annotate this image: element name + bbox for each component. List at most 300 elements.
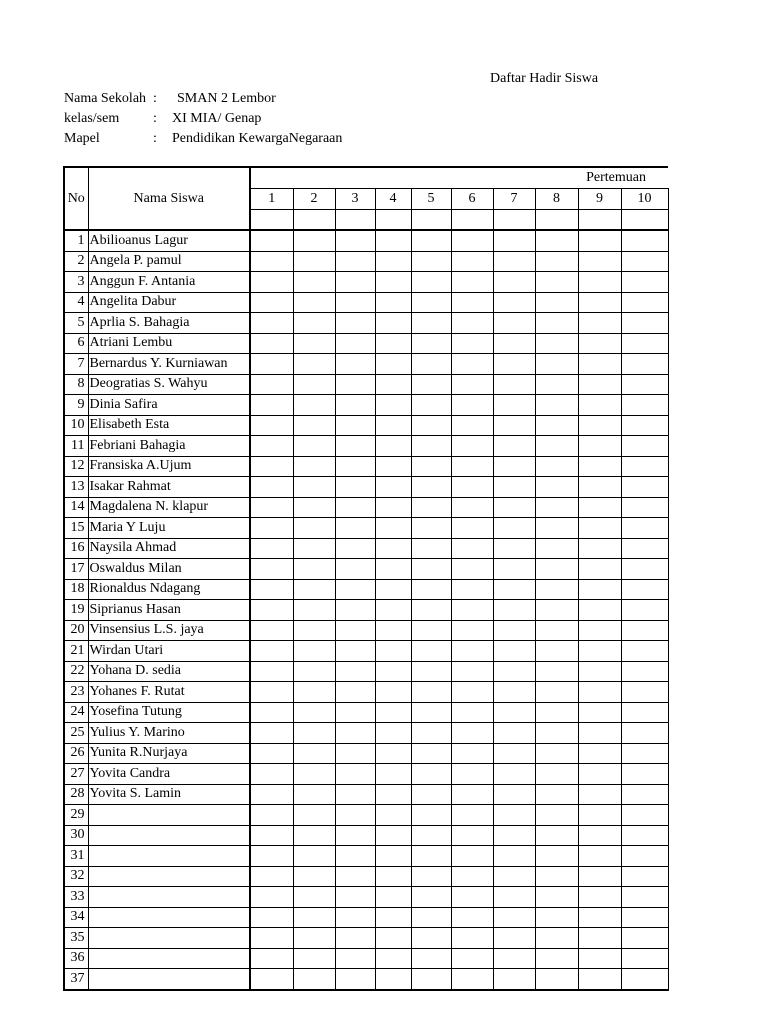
attendance-cell — [621, 866, 668, 887]
meeting-header: 1 — [250, 189, 293, 210]
attendance-cell — [493, 272, 535, 293]
table-row — [64, 415, 668, 436]
attendance-cell — [535, 313, 578, 334]
info-label: kelas/sem — [64, 111, 120, 126]
attendance-cell — [451, 682, 493, 703]
attendance-cell — [535, 579, 578, 600]
attendance-cell — [335, 395, 375, 416]
row-number: 34 — [64, 907, 88, 928]
student-name: Yulius Y. Marino — [88, 723, 250, 744]
table-row — [64, 907, 668, 928]
table-row — [64, 846, 668, 867]
table-row — [64, 518, 668, 539]
table-row — [64, 784, 668, 805]
row-number: 3 — [64, 272, 88, 293]
attendance-cell — [535, 928, 578, 949]
attendance-cell — [335, 866, 375, 887]
table-row — [64, 497, 668, 518]
student-name: Magdalena N. klapur — [88, 497, 250, 518]
attendance-cell — [535, 497, 578, 518]
attendance-cell — [335, 969, 375, 990]
attendance-cell — [335, 805, 375, 826]
attendance-cell — [375, 887, 411, 908]
attendance-cell — [411, 805, 451, 826]
attendance-cell — [578, 764, 621, 785]
student-name: Anggun F. Antania — [88, 272, 250, 293]
table-row — [64, 805, 668, 826]
attendance-cell — [411, 333, 451, 354]
student-name: Yovita S. Lamin — [88, 784, 250, 805]
attendance-cell — [451, 600, 493, 621]
attendance-cell — [493, 395, 535, 416]
attendance-cell — [578, 948, 621, 969]
table-row — [64, 251, 668, 272]
header-blank-cell — [375, 209, 411, 230]
table-row — [64, 354, 668, 375]
attendance-cell — [250, 230, 293, 251]
attendance-cell — [375, 805, 411, 826]
student-name — [88, 887, 250, 908]
attendance-cell — [621, 846, 668, 867]
attendance-cell — [493, 477, 535, 498]
table-row — [64, 682, 668, 703]
attendance-cell — [493, 251, 535, 272]
row-number: 26 — [64, 743, 88, 764]
attendance-cell — [411, 682, 451, 703]
attendance-cell — [535, 907, 578, 928]
column-header-name: Nama Siswa — [88, 167, 250, 230]
attendance-cell — [375, 723, 411, 744]
attendance-cell — [250, 723, 293, 744]
attendance-cell — [375, 313, 411, 334]
attendance-cell — [578, 641, 621, 662]
attendance-cell — [293, 374, 335, 395]
attendance-cell — [621, 559, 668, 580]
meeting-header: 10 — [621, 189, 668, 210]
attendance-cell — [451, 969, 493, 990]
attendance-cell — [250, 887, 293, 908]
attendance-cell — [621, 600, 668, 621]
info-value: SMAN 2 Lembor — [177, 91, 276, 106]
attendance-cell — [411, 907, 451, 928]
attendance-cell — [451, 579, 493, 600]
student-name: Rionaldus Ndagang — [88, 579, 250, 600]
row-number: 33 — [64, 887, 88, 908]
row-number: 4 — [64, 292, 88, 313]
attendance-cell — [293, 395, 335, 416]
attendance-cell — [375, 866, 411, 887]
row-number: 17 — [64, 559, 88, 580]
student-name: Siprianus Hasan — [88, 600, 250, 621]
student-name: Fransiska A.Ujum — [88, 456, 250, 477]
attendance-cell — [335, 477, 375, 498]
attendance-cell — [293, 969, 335, 990]
attendance-cell — [375, 764, 411, 785]
attendance-cell — [578, 846, 621, 867]
attendance-cell — [250, 456, 293, 477]
info-label: Mapel — [64, 131, 100, 146]
attendance-cell — [621, 395, 668, 416]
attendance-cell — [250, 825, 293, 846]
attendance-cell — [578, 723, 621, 744]
student-name: Febriani Bahagia — [88, 436, 250, 457]
attendance-cell — [621, 292, 668, 313]
attendance-cell — [293, 538, 335, 559]
row-number: 24 — [64, 702, 88, 723]
attendance-cell — [621, 497, 668, 518]
attendance-cell — [578, 559, 621, 580]
row-number: 5 — [64, 313, 88, 334]
attendance-cell — [293, 559, 335, 580]
student-name — [88, 805, 250, 826]
attendance-cell — [250, 497, 293, 518]
attendance-cell — [411, 415, 451, 436]
attendance-cell — [621, 784, 668, 805]
attendance-cell — [375, 497, 411, 518]
attendance-cell — [293, 764, 335, 785]
attendance-cell — [293, 415, 335, 436]
attendance-cell — [411, 497, 451, 518]
attendance-cell — [578, 374, 621, 395]
attendance-cell — [250, 907, 293, 928]
student-name: Yunita R.Nurjaya — [88, 743, 250, 764]
header-blank-cell — [250, 209, 293, 230]
info-value: Pendidikan KewargaNegaraan — [172, 131, 343, 146]
attendance-cell — [451, 620, 493, 641]
attendance-cell — [250, 620, 293, 641]
student-name: Wirdan Utari — [88, 641, 250, 662]
attendance-cell — [335, 272, 375, 293]
attendance-cell — [335, 436, 375, 457]
attendance-cell — [493, 559, 535, 580]
student-name — [88, 825, 250, 846]
attendance-table — [63, 166, 669, 991]
attendance-cell — [578, 969, 621, 990]
attendance-cell — [535, 230, 578, 251]
attendance-cell — [493, 764, 535, 785]
attendance-cell — [451, 702, 493, 723]
attendance-cell — [293, 600, 335, 621]
attendance-cell — [621, 702, 668, 723]
attendance-cell — [335, 497, 375, 518]
student-name — [88, 846, 250, 867]
student-name: Bernardus Y. Kurniawan — [88, 354, 250, 375]
attendance-cell — [293, 251, 335, 272]
meeting-header: 3 — [335, 189, 375, 210]
attendance-cell — [335, 579, 375, 600]
table-row — [64, 928, 668, 949]
attendance-cell — [375, 743, 411, 764]
attendance-cell — [493, 866, 535, 887]
attendance-cell — [250, 682, 293, 703]
attendance-cell — [411, 313, 451, 334]
attendance-cell — [335, 764, 375, 785]
attendance-cell — [335, 620, 375, 641]
attendance-cell — [250, 846, 293, 867]
attendance-cell — [451, 723, 493, 744]
row-number: 8 — [64, 374, 88, 395]
attendance-cell — [335, 230, 375, 251]
attendance-cell — [451, 333, 493, 354]
attendance-cell — [621, 518, 668, 539]
attendance-cell — [493, 969, 535, 990]
attendance-cell — [293, 292, 335, 313]
attendance-cell — [411, 292, 451, 313]
attendance-cell — [493, 846, 535, 867]
table-row — [64, 641, 668, 662]
attendance-cell — [451, 395, 493, 416]
attendance-cell — [335, 641, 375, 662]
attendance-cell — [451, 251, 493, 272]
attendance-cell — [535, 743, 578, 764]
attendance-cell — [451, 907, 493, 928]
attendance-cell — [621, 313, 668, 334]
attendance-cell — [411, 620, 451, 641]
attendance-cell — [293, 907, 335, 928]
attendance-cell — [621, 251, 668, 272]
attendance-cell — [411, 600, 451, 621]
attendance-cell — [451, 743, 493, 764]
attendance-cell — [535, 272, 578, 293]
attendance-cell — [451, 374, 493, 395]
attendance-cell — [411, 969, 451, 990]
attendance-cell — [493, 456, 535, 477]
attendance-cell — [535, 846, 578, 867]
attendance-cell — [451, 825, 493, 846]
attendance-cell — [250, 866, 293, 887]
attendance-cell — [411, 374, 451, 395]
attendance-cell — [375, 251, 411, 272]
attendance-cell — [335, 333, 375, 354]
attendance-cell — [451, 887, 493, 908]
attendance-cell — [578, 456, 621, 477]
attendance-cell — [411, 661, 451, 682]
table-row — [64, 600, 668, 621]
attendance-cell — [578, 230, 621, 251]
row-number: 20 — [64, 620, 88, 641]
attendance-cell — [335, 518, 375, 539]
table-row — [64, 477, 668, 498]
attendance-cell — [621, 415, 668, 436]
student-name: Angela P. pamul — [88, 251, 250, 272]
attendance-cell — [411, 436, 451, 457]
attendance-cell — [578, 620, 621, 641]
attendance-cell — [451, 313, 493, 334]
attendance-cell — [578, 907, 621, 928]
attendance-cell — [293, 825, 335, 846]
attendance-cell — [293, 846, 335, 867]
attendance-cell — [375, 928, 411, 949]
table-row — [64, 230, 668, 251]
row-number: 22 — [64, 661, 88, 682]
attendance-cell — [335, 354, 375, 375]
row-number: 30 — [64, 825, 88, 846]
attendance-cell — [493, 784, 535, 805]
table-row — [64, 333, 668, 354]
table-row — [64, 702, 668, 723]
attendance-cell — [375, 395, 411, 416]
row-number: 25 — [64, 723, 88, 744]
attendance-cell — [411, 846, 451, 867]
attendance-cell — [578, 395, 621, 416]
attendance-cell — [578, 682, 621, 703]
attendance-cell — [411, 743, 451, 764]
table-row — [64, 866, 668, 887]
attendance-cell — [535, 333, 578, 354]
table-row — [64, 374, 668, 395]
attendance-cell — [535, 374, 578, 395]
row-number: 11 — [64, 436, 88, 457]
attendance-cell — [578, 743, 621, 764]
attendance-cell — [621, 641, 668, 662]
attendance-cell — [451, 784, 493, 805]
attendance-cell — [250, 333, 293, 354]
attendance-cell — [451, 415, 493, 436]
attendance-cell — [293, 436, 335, 457]
attendance-cell — [335, 887, 375, 908]
info-separator: : — [153, 131, 157, 146]
attendance-cell — [375, 456, 411, 477]
attendance-cell — [451, 928, 493, 949]
attendance-cell — [375, 333, 411, 354]
attendance-cell — [375, 620, 411, 641]
attendance-cell — [493, 415, 535, 436]
attendance-cell — [493, 497, 535, 518]
attendance-cell — [493, 723, 535, 744]
row-number: 13 — [64, 477, 88, 498]
row-number: 27 — [64, 764, 88, 785]
attendance-cell — [411, 723, 451, 744]
attendance-cell — [375, 641, 411, 662]
attendance-cell — [375, 600, 411, 621]
info-separator: : — [153, 91, 157, 106]
attendance-cell — [250, 928, 293, 949]
attendance-cell — [493, 620, 535, 641]
attendance-cell — [621, 928, 668, 949]
attendance-cell — [535, 723, 578, 744]
attendance-cell — [621, 743, 668, 764]
meeting-header: 6 — [451, 189, 493, 210]
attendance-cell — [411, 354, 451, 375]
student-name: Atriani Lembu — [88, 333, 250, 354]
attendance-cell — [535, 948, 578, 969]
attendance-cell — [411, 928, 451, 949]
attendance-cell — [250, 641, 293, 662]
attendance-cell — [250, 661, 293, 682]
attendance-cell — [411, 702, 451, 723]
student-name: Isakar Rahmat — [88, 477, 250, 498]
attendance-cell — [535, 559, 578, 580]
attendance-cell — [250, 559, 293, 580]
attendance-cell — [578, 866, 621, 887]
attendance-cell — [335, 559, 375, 580]
attendance-cell — [250, 948, 293, 969]
student-name: Maria Y Luju — [88, 518, 250, 539]
attendance-cell — [621, 456, 668, 477]
attendance-cell — [493, 682, 535, 703]
attendance-cell — [621, 230, 668, 251]
student-name: Yosefina Tutung — [88, 702, 250, 723]
attendance-cell — [451, 518, 493, 539]
attendance-cell — [335, 948, 375, 969]
student-name — [88, 866, 250, 887]
attendance-cell — [335, 846, 375, 867]
attendance-cell — [493, 825, 535, 846]
attendance-cell — [411, 518, 451, 539]
attendance-cell — [335, 292, 375, 313]
attendance-cell — [335, 784, 375, 805]
row-number: 14 — [64, 497, 88, 518]
attendance-cell — [293, 456, 335, 477]
attendance-cell — [578, 497, 621, 518]
table-row — [64, 948, 668, 969]
attendance-cell — [250, 395, 293, 416]
attendance-cell — [535, 354, 578, 375]
student-name: Abilioanus Lagur — [88, 230, 250, 251]
attendance-cell — [493, 230, 535, 251]
column-header-no: No — [64, 167, 88, 230]
row-number: 19 — [64, 600, 88, 621]
attendance-cell — [493, 887, 535, 908]
table-row — [64, 313, 668, 334]
attendance-cell — [293, 579, 335, 600]
attendance-cell — [451, 661, 493, 682]
attendance-cell — [535, 518, 578, 539]
attendance-cell — [493, 641, 535, 662]
attendance-cell — [335, 661, 375, 682]
attendance-cell — [375, 415, 411, 436]
table-row — [64, 887, 668, 908]
document-title: Daftar Hadir Siswa — [490, 71, 599, 86]
info-value: XI MIA/ Genap — [172, 111, 262, 126]
attendance-cell — [293, 272, 335, 293]
student-name: Yohanes F. Rutat — [88, 682, 250, 703]
attendance-cell — [621, 887, 668, 908]
attendance-cell — [535, 415, 578, 436]
attendance-cell — [335, 825, 375, 846]
attendance-cell — [293, 866, 335, 887]
table-row — [64, 292, 668, 313]
attendance-cell — [411, 559, 451, 580]
attendance-cell — [621, 805, 668, 826]
attendance-cell — [375, 230, 411, 251]
attendance-cell — [535, 600, 578, 621]
table-row — [64, 559, 668, 580]
attendance-cell — [535, 784, 578, 805]
table-row — [64, 436, 668, 457]
attendance-cell — [375, 354, 411, 375]
attendance-cell — [493, 928, 535, 949]
attendance-cell — [493, 600, 535, 621]
row-number: 35 — [64, 928, 88, 949]
meeting-header: 9 — [578, 189, 621, 210]
attendance-cell — [250, 313, 293, 334]
student-name — [88, 969, 250, 990]
student-name: Naysila Ahmad — [88, 538, 250, 559]
attendance-cell — [535, 764, 578, 785]
attendance-cell — [578, 415, 621, 436]
attendance-cell — [335, 251, 375, 272]
attendance-cell — [335, 313, 375, 334]
attendance-cell — [411, 784, 451, 805]
attendance-cell — [535, 395, 578, 416]
attendance-cell — [335, 682, 375, 703]
attendance-cell — [578, 313, 621, 334]
attendance-cell — [535, 805, 578, 826]
attendance-cell — [493, 702, 535, 723]
attendance-cell — [411, 456, 451, 477]
student-name: Angelita Dabur — [88, 292, 250, 313]
